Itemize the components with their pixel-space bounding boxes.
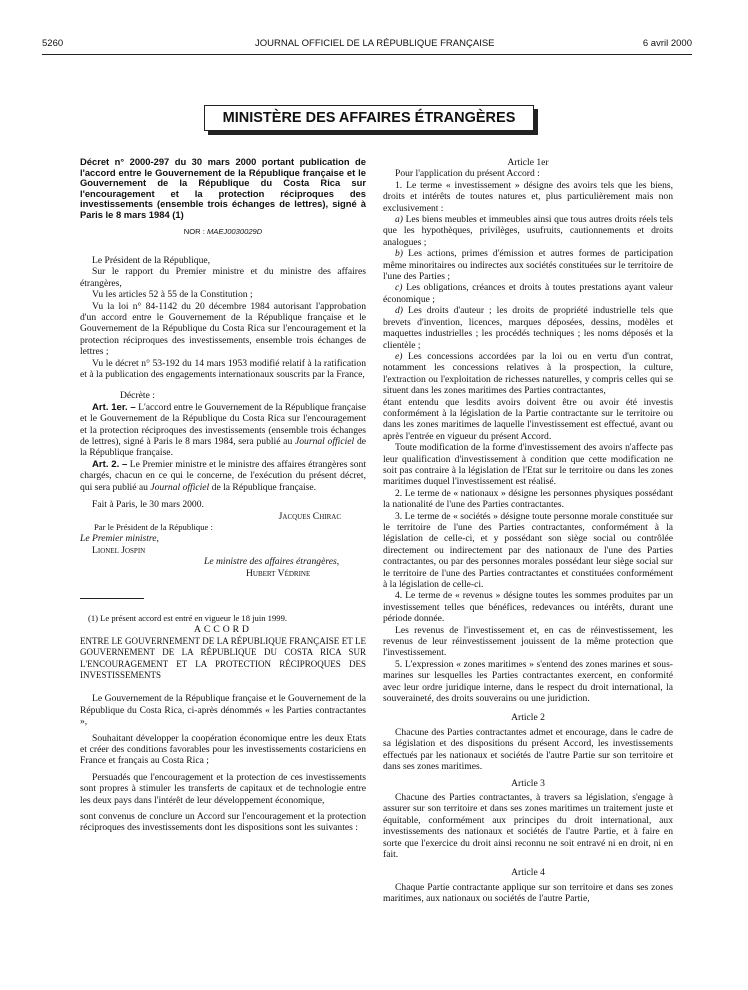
- accord-title: ENTRE LE GOUVERNEMENT DE LA RÉPUBLIQUE FRANÇAISE ET LE GOUVERNEMENT DE LA RÉPUBLIQUE DU COSTA RICA SUR L'ENCOURAGEMENT ET LA PROTECTION RÉCIPROQUES DES INVESTISSEMENTS: [80, 635, 366, 680]
- paragraph: Le Président de la République,: [92, 254, 211, 266]
- article-3-heading: Article 3: [511, 777, 545, 789]
- paragraph: Chaque Partie contractante applique sur son territoire et dans ses zones maritimes, aux nationaux ou sociétés de l'autre Partie,: [383, 881, 673, 905]
- paragraph: Vu les articles 52 à 55 de la Constitution ;: [92, 289, 253, 301]
- paragraph: 4. Le terme de « revenus » désigne toutes les sommes produites par un investissement telles que bénéfices, redevances ou intérêts, durant une période donnée.: [383, 590, 673, 625]
- footnote: (1) Le présent accord est entré en vigueur le 18 juin 1999.: [88, 612, 288, 623]
- signature-president: Jacques Chirac: [278, 510, 341, 522]
- paragraph: Chacune des Parties contractantes, à travers sa législation, s'engage à assurer sur son territoire et dans ses zones maritimes un traitement juste et équitable, conformément aux principes du droit international, aux investissements des nationaux et sociétés de l'autre Partie, et à faire en sorte que l'exercice du droit ainsi reconnu ne soit entravé ni en droit, ni en fait.: [383, 791, 673, 860]
- page-number: 5260: [42, 38, 64, 49]
- decrete-heading: Décrète :: [120, 390, 155, 402]
- ministry-box: MINISTÈRE DES AFFAIRES ÉTRANGÈRES: [204, 105, 534, 131]
- paragraph: Vu le décret n° 53-192 du 14 mars 1953 modifié relatif à la ratification et à la publication des engagements internationaux souscrits par la France,: [80, 357, 366, 381]
- paragraph: Pour l'application du présent Accord :: [395, 168, 540, 180]
- paragraph: 3. Le terme de « sociétés » désigne toute personne morale constituée sur le territoire de l'une des Parties contractantes, conformément à la législation de celle-ci, et y possédant son siège social ou contrôlée directement ou indirectement par des nationaux de l'une des Parties contractantes, ou par des personnes morales possédant leur siège social sur le territoire de l'une des Parties contractantes et constituées conformément à la législation de celle-ci.: [383, 510, 673, 591]
- header-rule: [42, 54, 692, 55]
- decree-title: Décret n° 2000-297 du 30 mars 2000 portant publication de l'accord entre le Gouvernement de la République française et le Gouvernement de la République du Costa Rica sur l'encouragement et la protection réciproques des investissements (ensemble trois échanges de lettres), signé à Paris le 8 mars 1984 (1): [80, 156, 366, 220]
- pm-title: Le Premier ministre,: [80, 533, 159, 545]
- mae-title: Le ministre des affaires étrangères,: [204, 556, 340, 568]
- decree-article-2: Art. 2. – Le Premier ministre et le ministre des affaires étrangères sont chargés, chacun en ce qui le concerne, de l'exécution du présent décret, qui sera publié au Journal officiel de la République française.: [80, 458, 366, 493]
- item-a: a) Les biens meubles et immeubles ainsi que tous autres droits réels tels que les hypothèques, privilèges, usufruits, cautionnements et droits analogues ;: [383, 214, 673, 248]
- paragraph: 5. L'expression « zones maritimes » s'entend des zones marines et sous-marines sur lesquelles les Parties contractantes exercent, en conformité avec leur ordre juridique interne, dans le respect du droit international, la souveraineté, des droits souverains ou une juridiction.: [383, 658, 673, 705]
- place-date: Fait à Paris, le 30 mars 2000.: [92, 499, 204, 511]
- by-president: Par le Président de la République :: [94, 521, 213, 532]
- paragraph: Chacune des Parties contractantes admet et encourage, dans le cadre de sa législation et des dispositions du présent Accord, les investissements effectués par les nationaux et sociétés de l'autre Partie sur son territoire et dans ses zones maritimes.: [383, 726, 673, 773]
- accord-heading: ACCORD: [194, 624, 252, 636]
- paragraph: Le Gouvernement de la République française et le Gouvernement de la République du Costa Rica, ci-après dénommés « les Parties contractantes »,: [80, 693, 366, 728]
- article-4-heading: Article 4: [511, 867, 545, 879]
- paragraph: étant entendu que lesdits avoirs doivent être ou avoir été investis conformément à la législation de la Partie contractante sur le territoire ou dans les zones maritimes de laquelle l'investissement est effectué, avant ou après l'entrée en vigueur du présent Accord.: [383, 396, 673, 442]
- paragraph: Sur le rapport du Premier ministre et du ministre des affaires étrangères,: [80, 266, 366, 289]
- paragraph: 1. Le terme « investissement » désigne des avoirs tels que les biens, droits et intérêts de toutes natures et, plus particulièrement mais non exclusivement :: [383, 179, 673, 214]
- pm-name: Lionel Jospin: [92, 544, 146, 556]
- left-column: [80, 157, 366, 834]
- paragraph: 2. Le terme de « nationaux » désigne les personnes physiques possédant la nationalité de l'une des Parties contractantes.: [383, 487, 673, 511]
- issue-date: 6 avril 2000: [642, 38, 692, 49]
- paragraph: Toute modification de la forme d'investissement des avoirs n'affecte pas leur qualification d'investissement à condition que cette modification ne soit pas contraire à la législation de l'Etat sur le territoire ou dans les zones maritimes duquel l'investissement est réalisé.: [383, 442, 673, 488]
- mae-name: Hubert Védrine: [246, 567, 311, 579]
- item-e: e) Les concessions accordées par la loi ou en vertu d'un contrat, notamment les concessions relatives à la prospection, la culture, l'extraction ou l'exploitation de richesses naturelles, y compris celles qui se situent dans les zones maritimes des Parties contractantes,: [383, 350, 673, 397]
- right-column: [383, 157, 673, 905]
- article-2-heading: Article 2: [511, 711, 545, 723]
- article-1-heading: Article 1er: [507, 157, 549, 168]
- paragraph: Les revenus de l'investissement et, en cas de réinvestissement, les revenus de leur réinvestissement jouissent de la même protection que l'investissement.: [383, 624, 673, 659]
- paragraph: sont convenus de conclure un Accord sur l'encouragement et la protection réciproques des investissements dont les dispositions sont les suivantes :: [80, 811, 366, 834]
- paragraph: Persuadés que l'encouragement et la protection de ces investissements sont propres à stimuler les transferts de capitaux et de technologie entre les deux pays dans l'intérêt de leur développement économique,: [80, 771, 366, 806]
- paragraph: Souhaitant développer la coopération économique entre les deux Etats et créer des conditions favorables pour les investissements costariciens en France et français au Costa Rica ;: [80, 732, 366, 767]
- footnote-rule: [80, 598, 144, 599]
- item-b: b) Les actions, primes d'émission et autres formes de participation même minoritaires ou indirectes aux sociétés constituées sur le territoire de l'une des Parties ;: [383, 248, 673, 283]
- journal-title: JOURNAL OFFICIEL DE LA RÉPUBLIQUE FRANÇAISE: [255, 38, 495, 49]
- decree-article-1: Art. 1er. – L'accord entre le Gouvernement de la République française et le Gouvernement de la République du Costa Rica sur l'encouragement et la protection réciproques des investissements (ensemble trois échanges de lettres), signé à Paris le 8 mars 1984, sera publié au Journal officiel de la République française.: [80, 401, 367, 459]
- paragraph: Vu la loi n° 84-1142 du 20 décembre 1984 autorisant l'approbation d'un accord entre le Gouvernement de la République française et le Gouvernement de la République du Costa Rica sur l'encouragement et la protection réciproques des investissements, ensemble trois échanges de lettres ;: [80, 300, 366, 358]
- item-d: d) Les droits d'auteur ; les droits de propriété industrielle tels que brevets d'invention, licences, marques déposées, dessins, modèles et maquettes industrielles ; les procédés techniques ; les noms déposés et la clientèle ;: [383, 305, 673, 351]
- nor-label: NOR :: [183, 226, 205, 236]
- item-c: c) Les obligations, créances et droits à toutes prestations ayant valeur économique ;: [383, 282, 673, 305]
- nor-reference: [80, 226, 366, 237]
- nor-code: MAEJ0030029D: [206, 226, 263, 236]
